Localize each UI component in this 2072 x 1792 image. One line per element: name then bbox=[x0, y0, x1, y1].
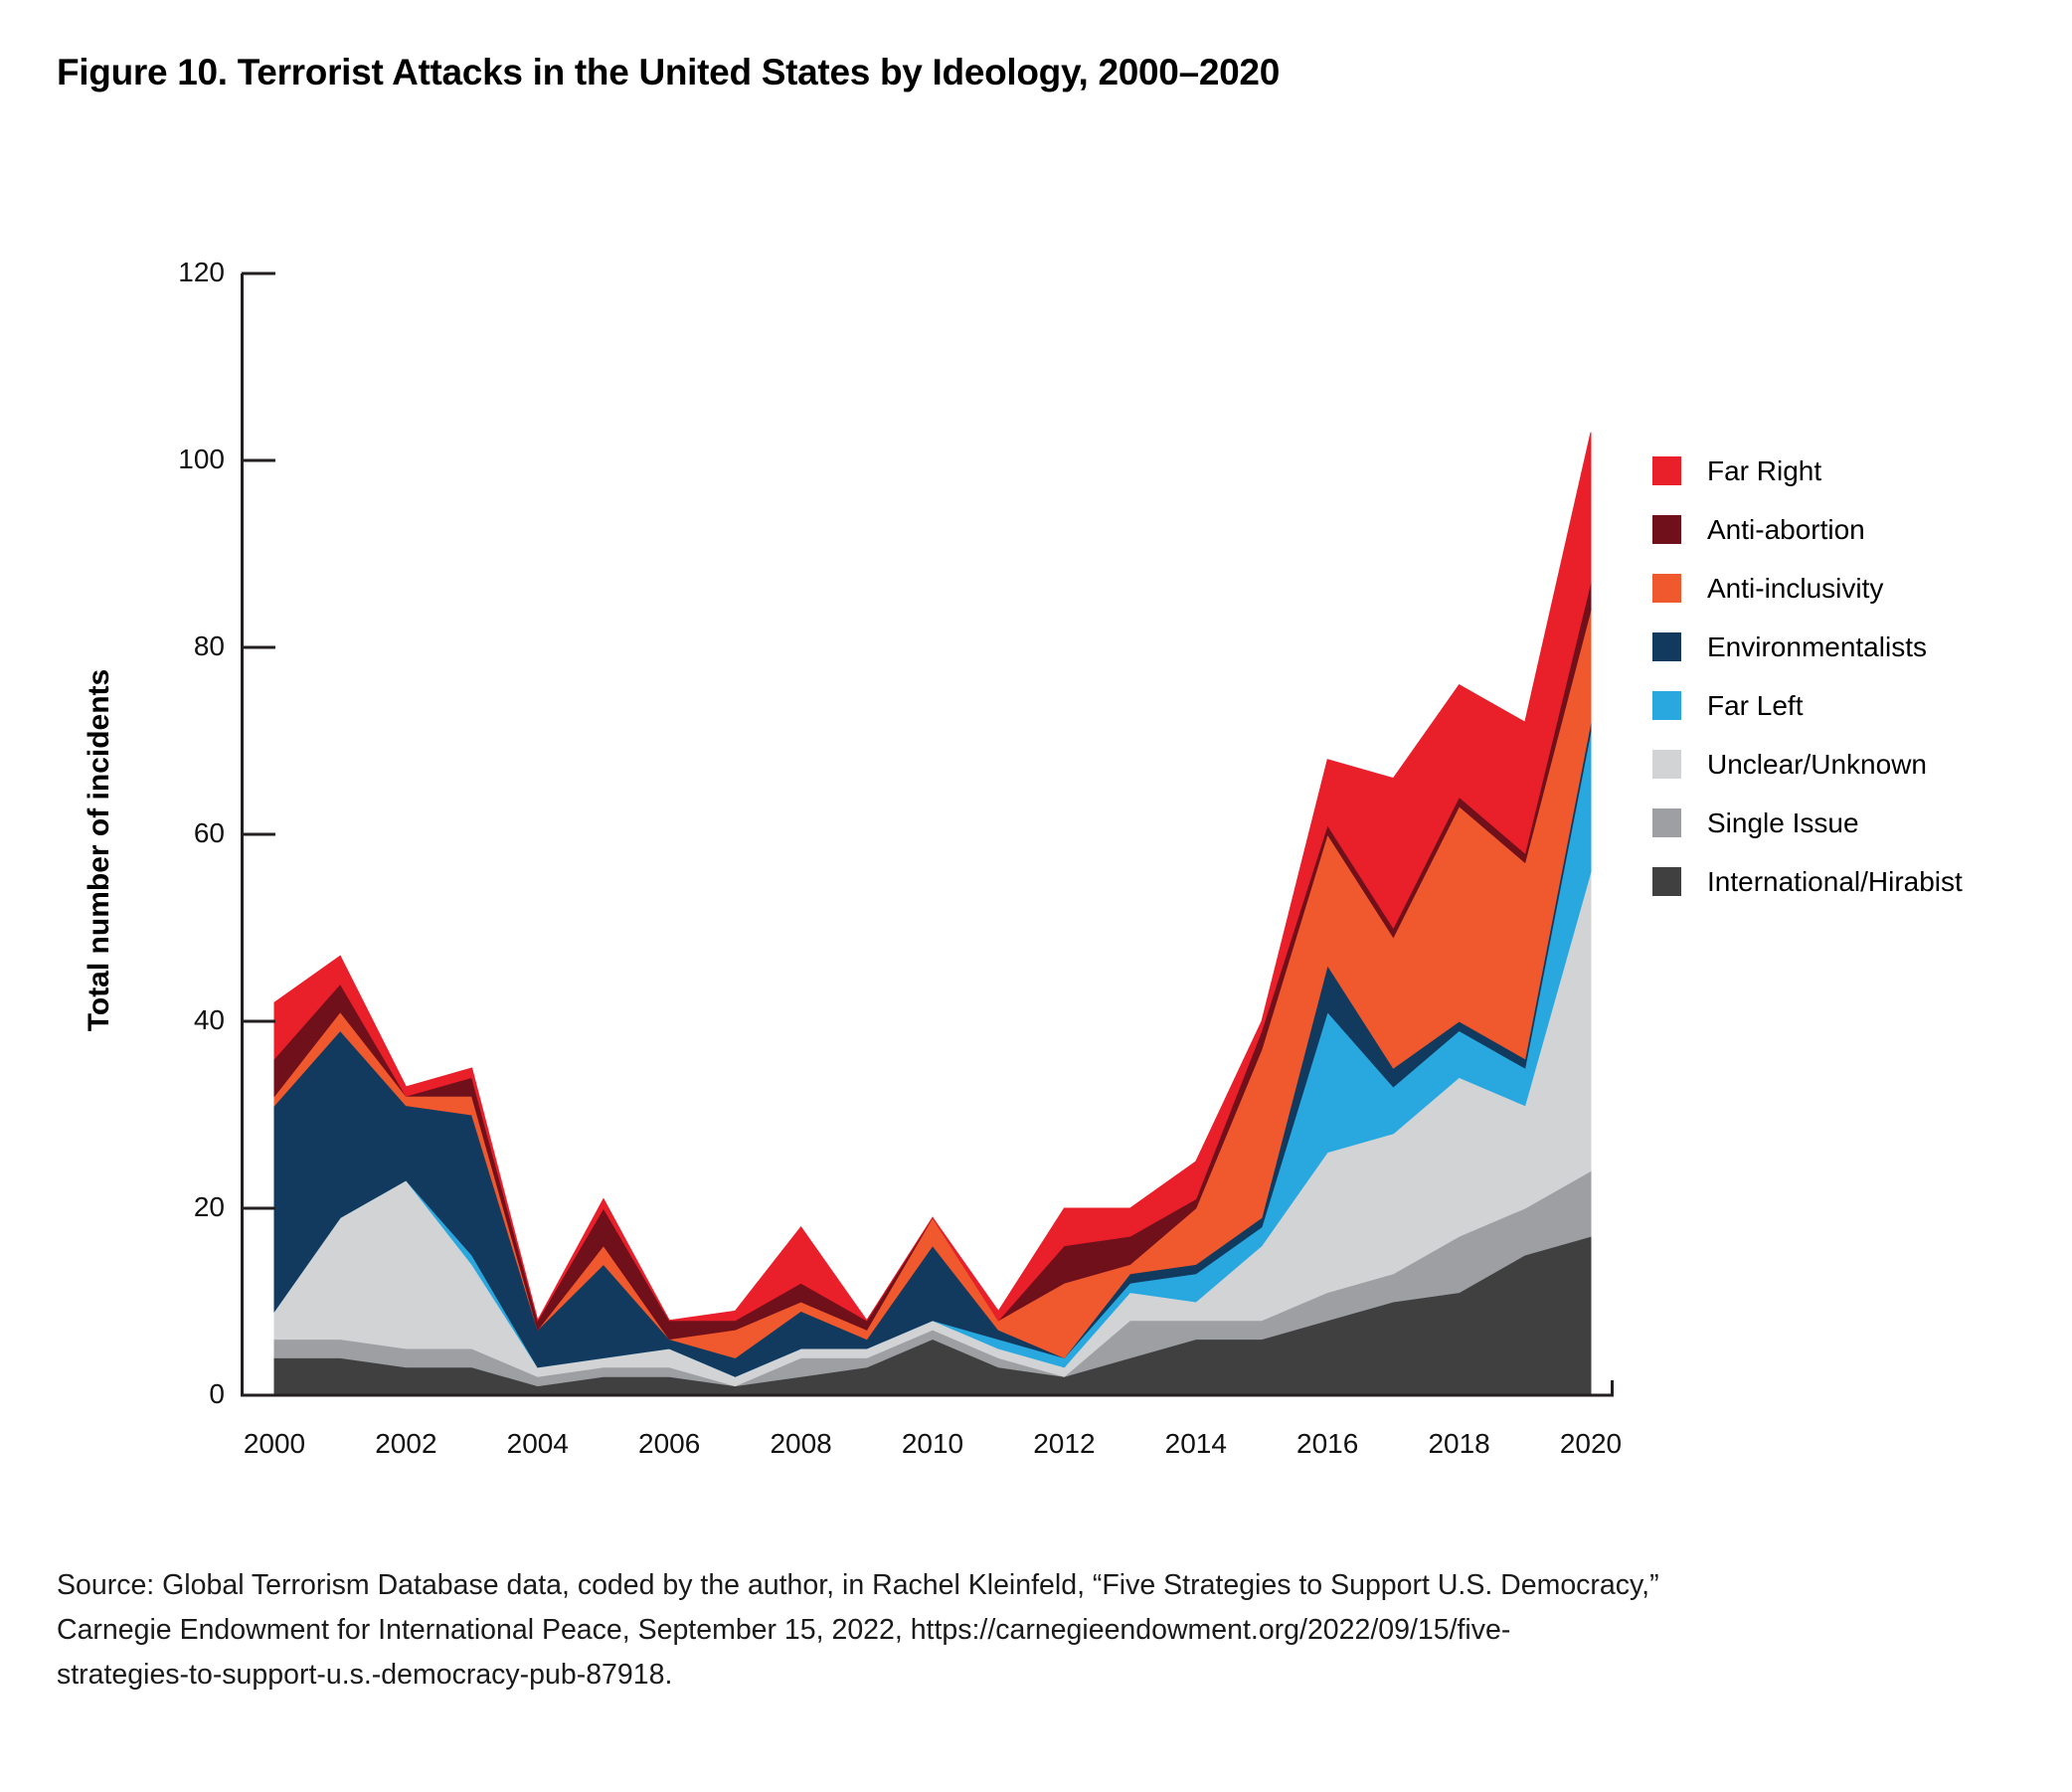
legend-item-far-right bbox=[1652, 442, 1963, 500]
x-tick-label: 2018 bbox=[1428, 1428, 1490, 1459]
x-tick-label: 2000 bbox=[243, 1428, 306, 1459]
y-tick-label: 0 bbox=[209, 1378, 225, 1409]
legend-label: Single Issue bbox=[1707, 806, 1859, 838]
legend-swatch-far-right bbox=[1652, 456, 1681, 485]
x-tick-label: 2016 bbox=[1296, 1428, 1359, 1459]
y-tick-label: 20 bbox=[193, 1191, 225, 1222]
legend-label: Environmentalists bbox=[1707, 630, 1927, 662]
legend bbox=[1652, 442, 1963, 911]
y-tick-label: 120 bbox=[178, 257, 225, 287]
source-note bbox=[57, 1563, 1659, 1698]
y-tick-label: 100 bbox=[178, 444, 225, 474]
y-tick-label: 80 bbox=[193, 630, 225, 661]
legend-label: Far Left bbox=[1707, 689, 1804, 721]
legend-label: International/Hirabist bbox=[1707, 865, 1963, 897]
legend-item-unclear-unknown bbox=[1652, 735, 1963, 794]
x-tick-label: 2020 bbox=[1559, 1428, 1623, 1459]
source-line: Carnegie Endowment for International Peace, September 15, 2022, https://carnegieendowment.org/2022/09/15/five- bbox=[57, 1614, 1511, 1646]
legend-item-far-left bbox=[1652, 676, 1963, 735]
legend-swatch-anti-abortion bbox=[1652, 515, 1681, 544]
legend-swatch-international-hirabist bbox=[1652, 867, 1681, 896]
x-tick-label: 2014 bbox=[1164, 1428, 1227, 1459]
legend-label: Unclear/Unknown bbox=[1707, 748, 1927, 780]
y-tick-label: 60 bbox=[193, 817, 225, 848]
figure-title: Figure 10. Terrorist Attacks in the United States by Ideology, 2000–2020 bbox=[57, 52, 1280, 92]
legend-swatch-unclear-unknown bbox=[1652, 750, 1681, 779]
legend-item-international-hirabist bbox=[1652, 852, 1963, 911]
legend-item-environmentalists bbox=[1652, 618, 1963, 676]
y-tick-label: 40 bbox=[193, 1004, 225, 1035]
x-tick-label: 2012 bbox=[1033, 1428, 1096, 1459]
source-line: strategies-to-support-u.s.-democracy-pub-87918. bbox=[57, 1659, 673, 1691]
legend-item-anti-abortion bbox=[1652, 500, 1963, 559]
legend-label: Anti-inclusivity bbox=[1707, 572, 1884, 604]
x-tick-label: 2010 bbox=[901, 1428, 964, 1459]
legend-label: Far Right bbox=[1707, 454, 1822, 486]
legend-label: Anti-abortion bbox=[1707, 513, 1865, 545]
legend-swatch-environmentalists bbox=[1652, 632, 1681, 661]
x-tick-label: 2006 bbox=[638, 1428, 701, 1459]
x-tick-label: 2008 bbox=[770, 1428, 832, 1459]
x-tick-label: 2004 bbox=[506, 1428, 569, 1459]
source-line: Source: Global Terrorism Database data, coded by the author, in Rachel Kleinfeld, “Five Strategies to Support U.S. Democracy,” bbox=[57, 1569, 1659, 1601]
legend-item-anti-inclusivity bbox=[1652, 559, 1963, 618]
legend-swatch-single-issue bbox=[1652, 808, 1681, 837]
legend-item-single-issue bbox=[1652, 794, 1963, 852]
legend-swatch-far-left bbox=[1652, 691, 1681, 720]
y-axis-title: Total number of incidents bbox=[83, 668, 115, 1032]
legend-swatch-anti-inclusivity bbox=[1652, 574, 1681, 603]
x-tick-label: 2002 bbox=[375, 1428, 437, 1459]
